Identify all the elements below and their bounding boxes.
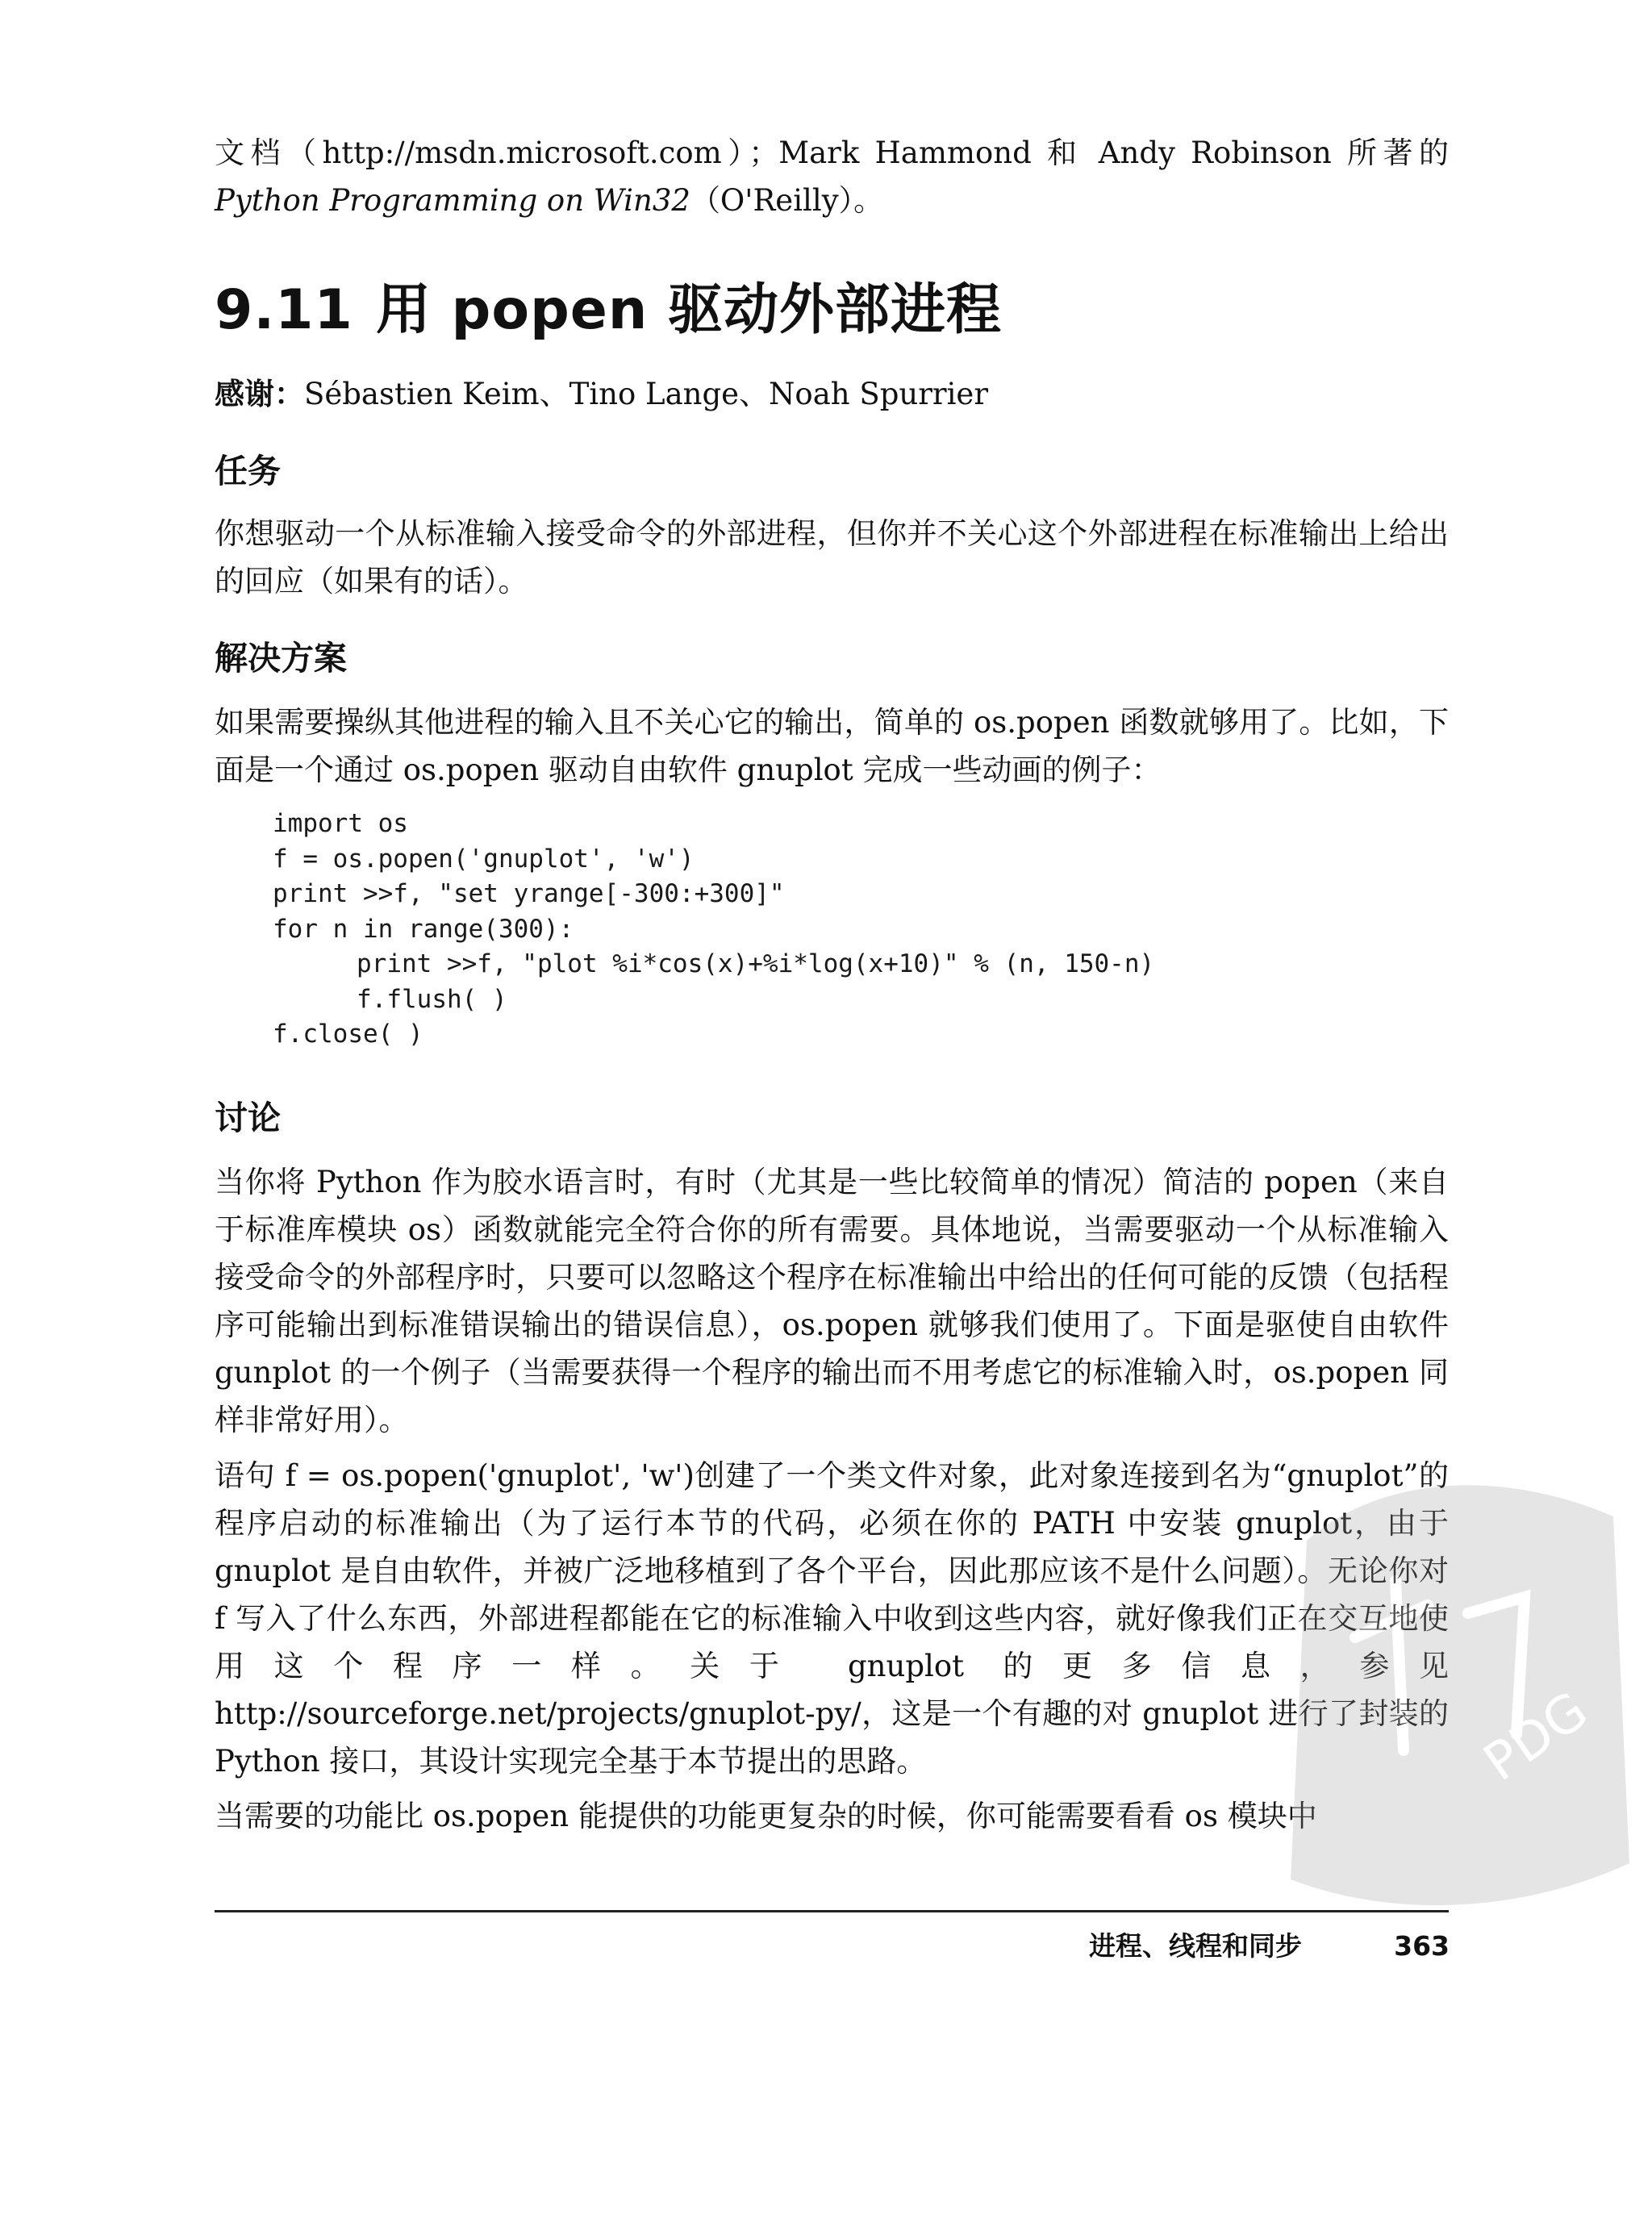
- watermark-seal-icon: [1258, 1444, 1637, 1928]
- intro-paragraph: [215, 129, 1449, 224]
- section-number: 9.11: [215, 278, 353, 342]
- task-heading: 任务: [215, 452, 281, 490]
- discussion-paragraph-3: 当需要的功能比 os.popen 能提供的功能更复杂的时候，你可能需要看看 os 模块中: [215, 1799, 1317, 1833]
- solution-heading: 解决方案: [215, 639, 347, 678]
- code-line: for n in range(300):: [273, 914, 574, 944]
- code-line: import os: [273, 809, 408, 838]
- intro-prefix: 文档（http://msdn.microsoft.com）；Mark Hammond 和 Andy Robinson 所著的: [215, 136, 1449, 170]
- code-line: f.flush( ): [357, 984, 507, 1014]
- discussion-paragraph-2: 语句 f = os.popen('gnuplot', 'w')创建了一个类文件对象，此对象连接到名为“gnuplot”的程序启动的标准输出（为了运行本节的代码，必须在你的 PATH 中安装 gnuplot，由于 gnuplot 是自由软件，并被广泛地移植到了各个平台，因此那应该不是什么问题）。无论你对 f 写入了什么东西，外部进程都能在它的标准输入中收到这些内容，就好像我们正在交互地使用这个程序一样。关于 gnuplot 的更多信息，参见 http://sourceforge.net/projects/gnuplot-py/，这是一个有趣的对 gnuplot 进行了封装的 Python 接口，其设计实现完全基于本节提出的思路。: [215, 1458, 1449, 1779]
- page-number: 363: [1394, 1930, 1450, 1962]
- task-paragraph: 你想驱动一个从标准输入接受命令的外部进程，但你并不关心这个外部进程在标准输出上给出的回应（如果有的话）。: [215, 516, 1449, 598]
- code-line: f = os.popen('gnuplot', 'w'): [273, 844, 695, 874]
- watermark-text: PDG: [1473, 1680, 1599, 1794]
- credits-label: 感谢：: [215, 376, 304, 411]
- discussion-heading: 讨论: [215, 1099, 281, 1137]
- book-title: Python Programming on Win32: [215, 183, 690, 218]
- solution-paragraph: 如果需要操纵其他进程的输入且不关心它的输出，简单的 os.popen 函数就够用了。比如，下面是一个通过 os.popen 驱动自由软件 gnuplot 完成一些动画的例子：: [215, 705, 1449, 787]
- credits-line: [215, 371, 988, 417]
- footer-chapter-title: 进程、线程和同步: [1089, 1930, 1302, 1962]
- section-heading: [215, 274, 1002, 347]
- intro-suffix: （O'Reilly）。: [690, 183, 884, 218]
- code-line: print >>f, "set yrange[-300:+300]": [273, 879, 785, 908]
- code-block: [273, 807, 1154, 1053]
- code-line: print >>f, "plot %i*cos(x)+%i*log(x+10)" % (n, 150-n): [357, 949, 1155, 978]
- credits-names: Sébastien Keim、Tino Lange、Noah Spurrier: [304, 377, 989, 411]
- code-line: f.close( ): [273, 1020, 423, 1049]
- discussion-paragraph-1: 当你将 Python 作为胶水语言时，有时（尤其是一些比较简单的情况）简洁的 popen（来自于标准库模块 os）函数就能完全符合你的所有需要。具体地说，当需要驱动一个从标准输入接受命令的外部程序时，只要可以忽略这个程序在标准输出中给出的任何可能的反馈（包括程序可能输出到标准错误输出的错误信息），os.popen 就够我们使用了。下面是驱使自由软件 gunplot 的一个例子（当需要获得一个程序的输出而不用考虑它的标准输入时，os.popen 同样非常好用）。: [215, 1165, 1449, 1437]
- section-title: 用 popen 驱动外部进程: [376, 278, 1002, 342]
